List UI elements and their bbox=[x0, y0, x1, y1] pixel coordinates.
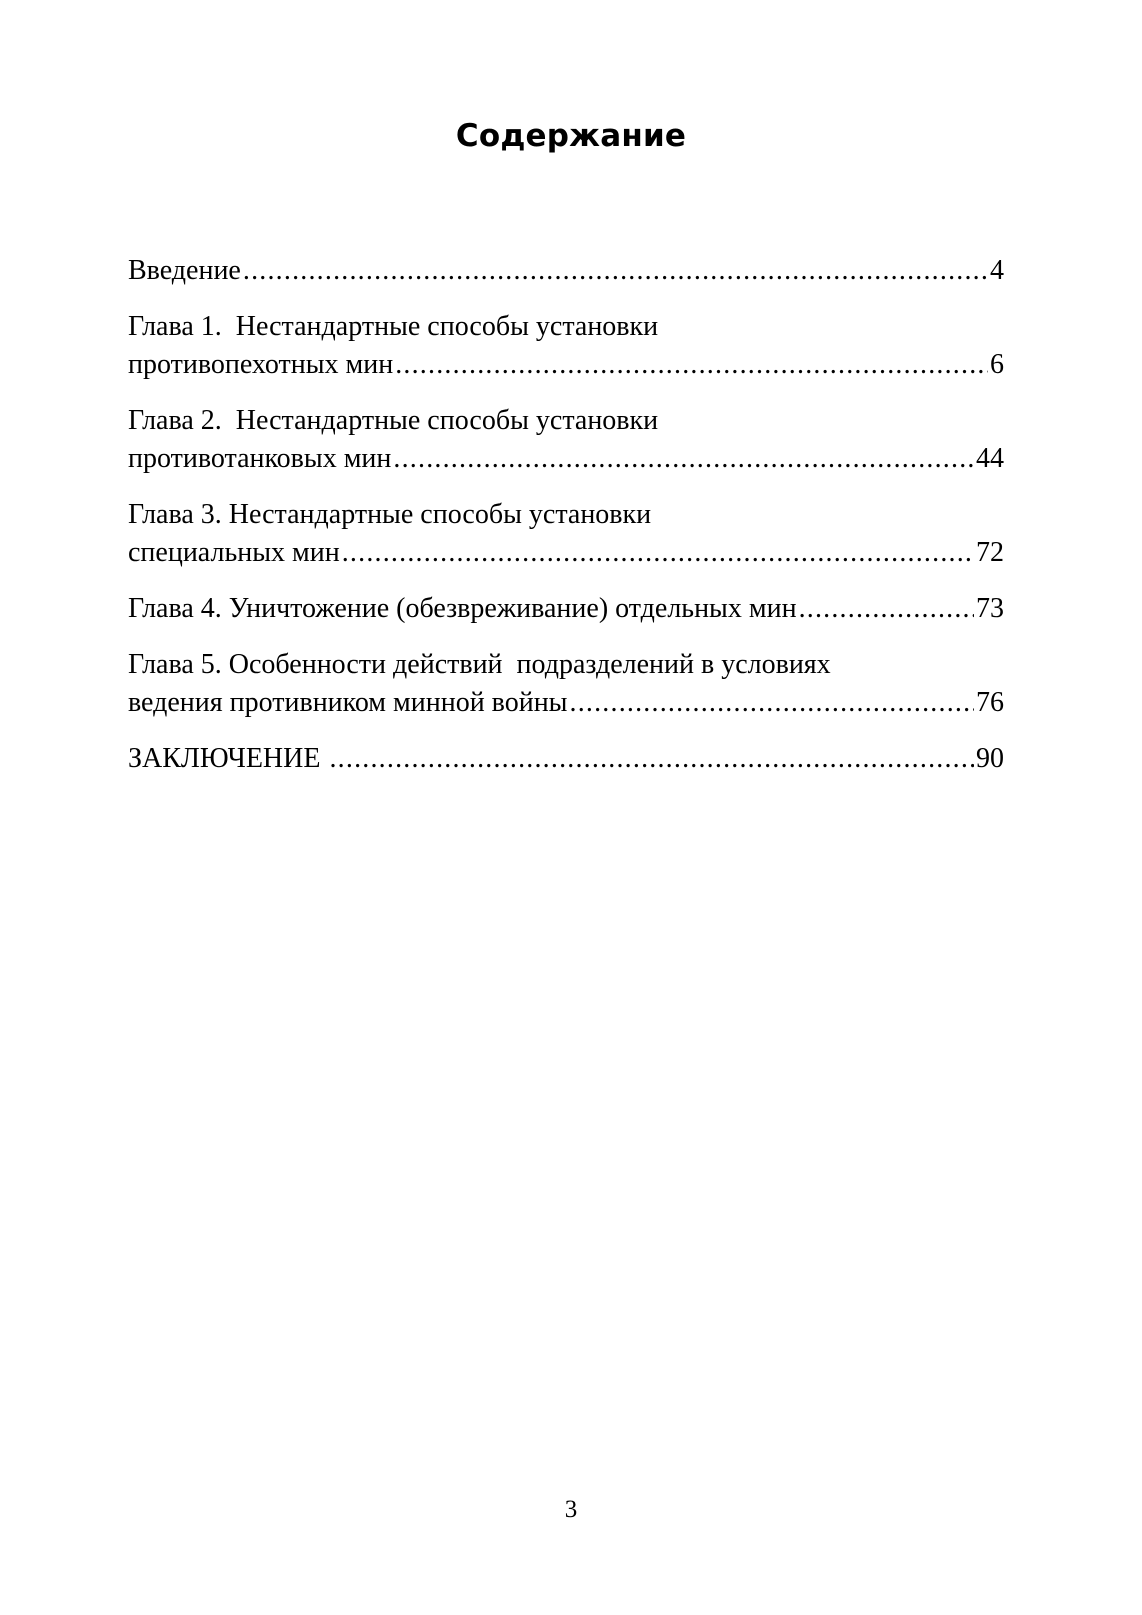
toc-entry-title: ЗАКЛЮЧЕНИЕ bbox=[128, 743, 328, 774]
toc-page-number: 73 bbox=[976, 593, 1004, 624]
toc-entry-chapter-3[interactable] bbox=[128, 496, 1004, 572]
toc-entry-chapter-4[interactable] bbox=[128, 590, 1004, 628]
toc-page-number: 90 bbox=[976, 743, 1004, 774]
toc-entry-chapter-1[interactable] bbox=[128, 308, 1004, 384]
toc-entry-title: Глава 1. Нестандартные способы установки bbox=[128, 311, 659, 342]
toc-line bbox=[128, 740, 1004, 778]
toc-line bbox=[128, 402, 1004, 440]
dot-leader bbox=[393, 440, 974, 478]
toc-entry-chapter-5[interactable] bbox=[128, 646, 1004, 722]
dot-leader bbox=[799, 590, 974, 628]
dot-leader bbox=[395, 346, 988, 384]
toc-entry-title-continued: специальных мин bbox=[128, 537, 340, 568]
toc-entry-title-continued: противопехотных мин bbox=[128, 349, 394, 380]
toc-entry-title: Введение bbox=[128, 255, 241, 286]
dot-leader bbox=[342, 534, 974, 572]
toc-line bbox=[128, 684, 1004, 722]
toc-line bbox=[128, 646, 1004, 684]
toc-entry-title: Глава 5. Особенности действий подразделений в условиях bbox=[128, 649, 831, 680]
toc-line bbox=[128, 440, 1004, 478]
toc-line bbox=[128, 308, 1004, 346]
toc-line bbox=[128, 534, 1004, 572]
page-title: Содержание bbox=[455, 118, 687, 154]
toc-entry-conclusion[interactable] bbox=[128, 740, 1004, 778]
toc-entry-title-continued: противотанковых мин bbox=[128, 443, 392, 474]
toc-page-number: 4 bbox=[990, 255, 1004, 286]
dot-leader bbox=[329, 740, 974, 778]
toc-entry-title: Глава 3. Нестандартные способы установки bbox=[128, 499, 652, 530]
toc-entry-title: Глава 2. Нестандартные способы установки bbox=[128, 405, 659, 436]
toc-entry-introduction[interactable] bbox=[128, 252, 1004, 290]
toc-line bbox=[128, 590, 1004, 628]
page-footer-number: 3 bbox=[564, 1496, 578, 1523]
toc-page-number: 44 bbox=[976, 443, 1004, 474]
dot-leader bbox=[570, 684, 975, 722]
dot-leader bbox=[243, 252, 988, 290]
toc-line bbox=[128, 496, 1004, 534]
toc-line bbox=[128, 252, 1004, 290]
toc-entry-title-continued: ведения противником минной войны bbox=[128, 687, 568, 718]
toc-page-number: 76 bbox=[976, 687, 1004, 718]
toc-line bbox=[128, 346, 1004, 384]
toc-page-number: 72 bbox=[976, 537, 1004, 568]
toc-page-number: 6 bbox=[990, 349, 1004, 380]
toc-entry-title: Глава 4. Уничтожение (обезвреживание) отдельных мин bbox=[128, 593, 797, 624]
toc-entry-chapter-2[interactable] bbox=[128, 402, 1004, 478]
